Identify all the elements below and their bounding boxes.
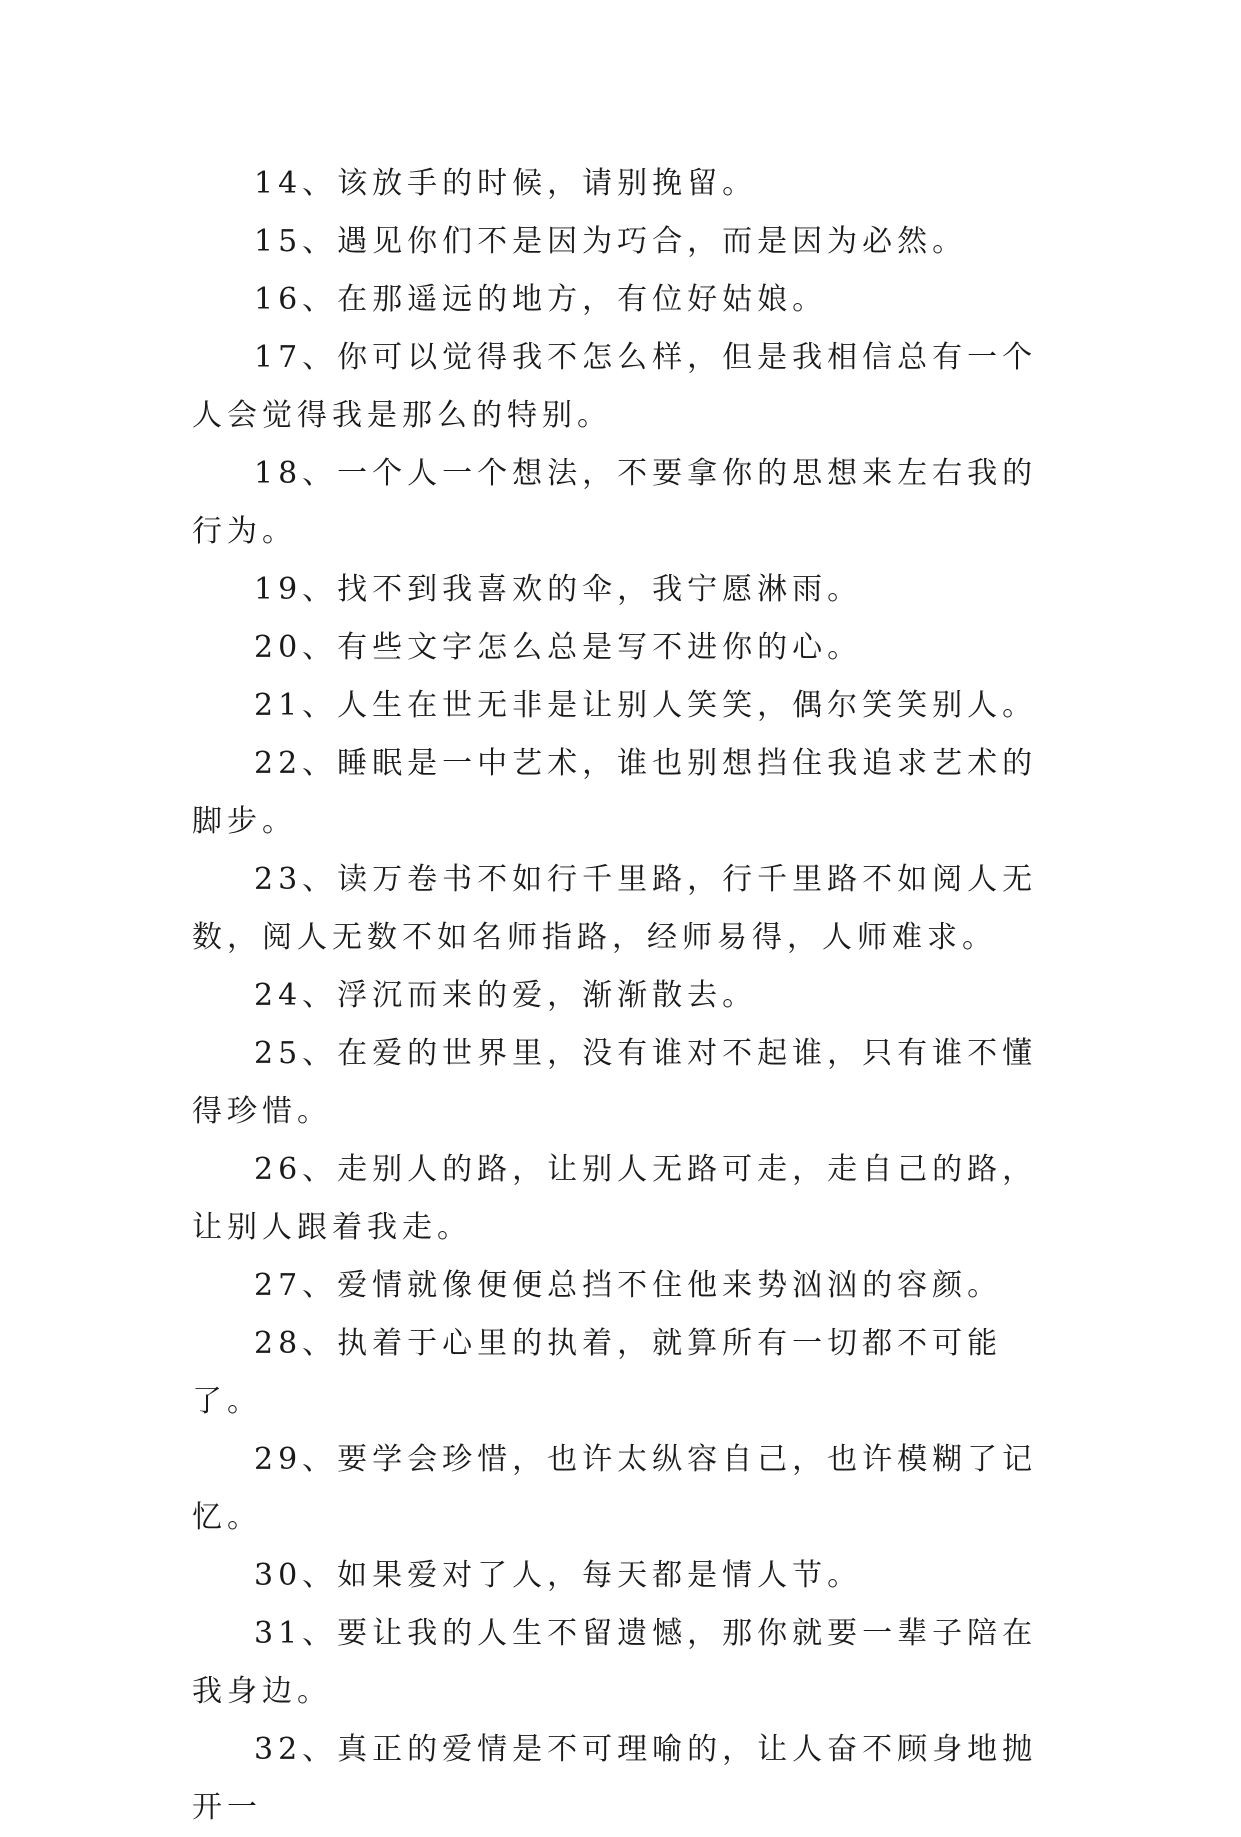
paragraph-17: 17、你可以觉得我不怎么样，但是我相信总有一个人会觉得我是那么的特别。 bbox=[192, 340, 1038, 433]
paragraph-23: 23、读万卷书不如行千里路，行千里路不如阅人无数，阅人无数不如名师指路，经师易得，人师难求。 bbox=[192, 862, 1038, 955]
paragraph-15: 15、遇见你们不是因为巧合，而是因为必然。 bbox=[254, 224, 968, 259]
paragraph-27: 27、爱情就像便便总挡不住他来势汹汹的容颜。 bbox=[254, 1268, 1003, 1303]
paragraph-26: 26、走别人的路，让别人无路可走，走自己的路，让别人跟着我走。 bbox=[192, 1152, 1038, 1245]
paragraph-25: 25、在爱的世界里，没有谁对不起谁，只有谁不懂得珍惜。 bbox=[192, 1036, 1038, 1129]
paragraph-18: 18、一个人一个想法，不要拿你的思想来左右我的行为。 bbox=[192, 456, 1038, 549]
paragraph-22: 22、睡眠是一中艺术，谁也别想挡住我追求艺术的脚步。 bbox=[192, 746, 1038, 839]
paragraph-21: 21、人生在世无非是让别人笑笑，偶尔笑笑别人。 bbox=[254, 688, 1038, 723]
paragraph-30: 30、如果爱对了人，每天都是情人节。 bbox=[254, 1558, 863, 1593]
paragraph-29: 29、要学会珍惜，也许太纵容自己，也许模糊了记忆。 bbox=[192, 1442, 1038, 1535]
paragraph-14: 14、该放手的时候，请别挽留。 bbox=[254, 166, 758, 201]
paragraph-31: 31、要让我的人生不留遗憾，那你就要一辈子陪在我身边。 bbox=[192, 1616, 1038, 1709]
document-body bbox=[192, 155, 1052, 1837]
paragraph-19: 19、找不到我喜欢的伞，我宁愿淋雨。 bbox=[254, 572, 863, 607]
paragraph-28: 28、执着于心里的执着，就算所有一切都不可能了。 bbox=[192, 1326, 1003, 1419]
paragraph-24: 24、浮沉而来的爱，渐渐散去。 bbox=[254, 978, 758, 1013]
paragraph-20: 20、有些文字怎么总是写不进你的心。 bbox=[254, 630, 863, 665]
paragraph-32: 32、真正的爱情是不可理喻的，让人奋不顾身地抛开一 bbox=[192, 1732, 1038, 1825]
paragraph-16: 16、在那遥远的地方，有位好姑娘。 bbox=[254, 282, 828, 317]
